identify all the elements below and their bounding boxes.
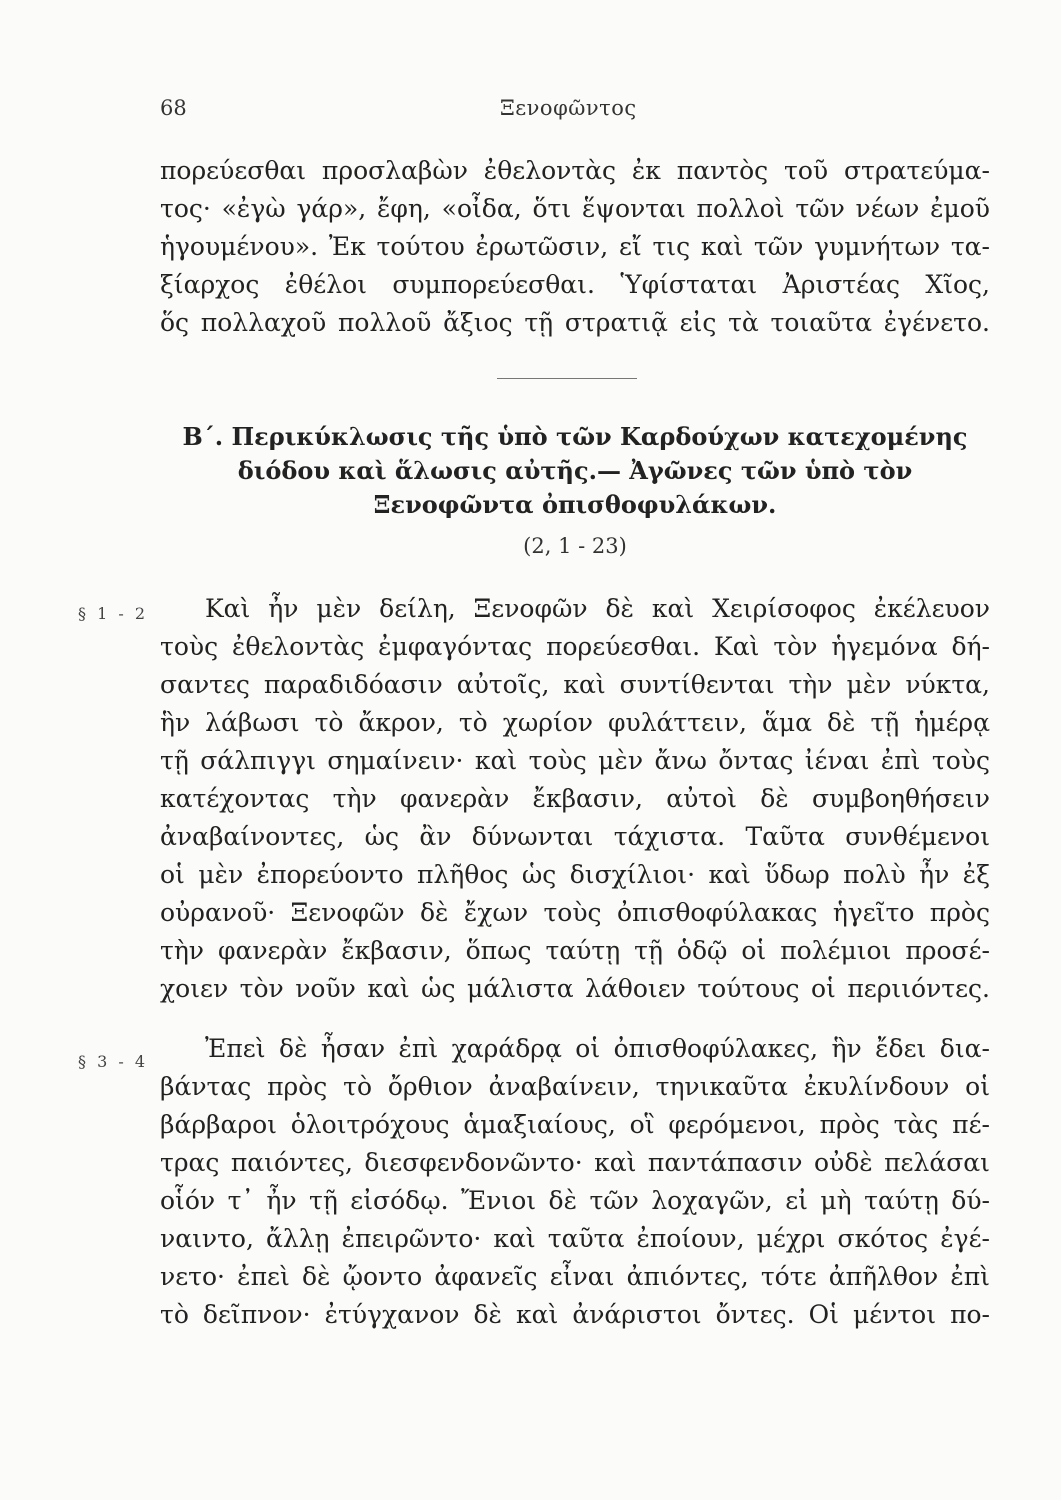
margin-note-2: § 3 - 4 bbox=[78, 1052, 149, 1071]
paragraph-3 bbox=[160, 1030, 990, 1334]
heading-line: διόδου καὶ ἅλωσις αὐτῆς.— Ἀγῶνες τῶν ὑπὸ τὸν bbox=[237, 456, 913, 485]
text-line: Ἐπεὶ δὲ ἦσαν ἐπὶ χαράδρᾳ οἱ ὀπισθοφύλακες, ἣν ἔδει δια- bbox=[205, 1034, 990, 1063]
text-line: τὸ δεῖπνον· ἐτύγχανον δὲ καὶ ἀνάριστοι ὄντες. Οἱ μέντοι πο- bbox=[160, 1300, 990, 1329]
text-line: οὐρανοῦ· Ξενοφῶν δὲ ἔχων τοὺς ὀπισθοφύλακας ἡγεῖτο πρὸς bbox=[160, 898, 990, 927]
text-line: οἷόν τ᾿ ἦν τῇ εἰσόδῳ. Ἔνιοι δὲ τῶν λοχαγῶν, εἰ μὴ ταύτῃ δύ- bbox=[160, 1186, 990, 1215]
text-line: τοὺς ἐθελοντὰς ἐμφαγόντας πορεύεσθαι. Καὶ τὸν ἡγεμόνα δή- bbox=[160, 632, 990, 661]
heading-line: Β΄. Περικύκλωσις τῆς ὑπὸ τῶν Καρδούχων κατεχομένης bbox=[182, 422, 968, 451]
running-title: Ξενοφῶντος bbox=[500, 96, 637, 120]
text-line: τῇ σάλπιγγι σημαίνειν· καὶ τοὺς μὲν ἄνω ὄντας ἰέναι ἐπὶ τοὺς bbox=[160, 746, 990, 775]
text-line: τὴν φανερὰν ἔκβασιν, ὅπως ταύτῃ τῇ ὁδῷ οἱ πολέμιοι προσέ- bbox=[160, 936, 990, 965]
text-line: ξίαρχος ἐθέλοι συμπορεύεσθαι. Ὑφίσταται Ἀριστέας Χῖος, bbox=[160, 270, 990, 299]
text-line: πορεύεσθαι προσλαβὼν ἐθελοντὰς ἐκ παντὸς τοῦ στρατεύμα- bbox=[160, 156, 990, 185]
section-reference: (2, 1 - 23) bbox=[523, 534, 627, 558]
section-divider bbox=[497, 378, 637, 379]
margin-note-1: § 1 - 2 bbox=[78, 604, 149, 623]
text-line: χοιεν τὸν νοῦν καὶ ὡς μάλιστα λάθοιεν τούτους οἱ περιιόντες. bbox=[160, 974, 990, 1003]
text-line: ἀναβαίνοντες, ὡς ἂν δύνωνται τάχιστα. Ταῦτα συνθέμενοι bbox=[160, 822, 990, 851]
text-line: τρας παιόντες, διεσφενδονῶντο· καὶ παντάπασιν οὐδὲ πελάσαι bbox=[160, 1148, 990, 1177]
text-line: σαντες παραδιδόασιν αὐτοῖς, καὶ συντίθενται τὴν μὲν νύκτα, bbox=[160, 670, 990, 699]
text-line: νετο· ἐπεὶ δὲ ᾤοντο ἀφανεῖς εἶναι ἀπιόντες, τότε ἀπῆλθον ἐπὶ bbox=[160, 1262, 990, 1291]
text-line: ὅς πολλαχοῦ πολλοῦ ἄξιος τῇ στρατιᾷ εἰς τὰ τοιαῦτα ἐγένετο. bbox=[160, 308, 990, 337]
page-number: 68 bbox=[160, 96, 187, 120]
section-heading bbox=[160, 420, 990, 522]
text-line: ναιντο, ἄλλῃ ἐπειρῶντο· καὶ ταῦτα ἐποίουν, μέχρι σκότος ἐγέ- bbox=[160, 1224, 990, 1253]
heading-line: Ξενοφῶντα ὀπισθοφυλάκων. bbox=[373, 490, 777, 519]
text-line: τος· «ἐγὼ γάρ», ἔφη, «οἶδα, ὅτι ἕψονται πολλοὶ τῶν νέων ἐμοῦ bbox=[160, 194, 990, 223]
text-line: οἱ μὲν ἐπορεύοντο πλῆθος ὡς δισχίλιοι· καὶ ὕδωρ πολὺ ἦν ἐξ bbox=[160, 860, 990, 889]
text-line: βάντας πρὸς τὸ ὄρθιον ἀναβαίνειν, τηνικαῦτα ἐκυλίνδουν οἱ bbox=[160, 1072, 990, 1101]
text-line: Καὶ ἦν μὲν δείλη, Ξενοφῶν δὲ καὶ Χειρίσοφος ἐκέλευον bbox=[205, 594, 990, 623]
text-line: ἡγουμένου». Ἐκ τούτου ἐρωτῶσιν, εἴ τις καὶ τῶν γυμνήτων τα- bbox=[160, 232, 990, 261]
paragraph-1 bbox=[160, 152, 990, 342]
text-line: κατέχοντας τὴν φανερὰν ἔκβασιν, αὐτοὶ δὲ συμβοηθήσειν bbox=[160, 784, 990, 813]
text-line: ἣν λάβωσι τὸ ἄκρον, τὸ χωρίον φυλάττειν, ἅμα δὲ τῇ ἡμέρᾳ bbox=[160, 708, 990, 737]
text-line: βάρβαροι ὁλοιτρόχους ἁμαξιαίους, οἳ φερόμενοι, πρὸς τὰς πέ- bbox=[160, 1110, 990, 1139]
paragraph-2 bbox=[160, 590, 990, 1008]
